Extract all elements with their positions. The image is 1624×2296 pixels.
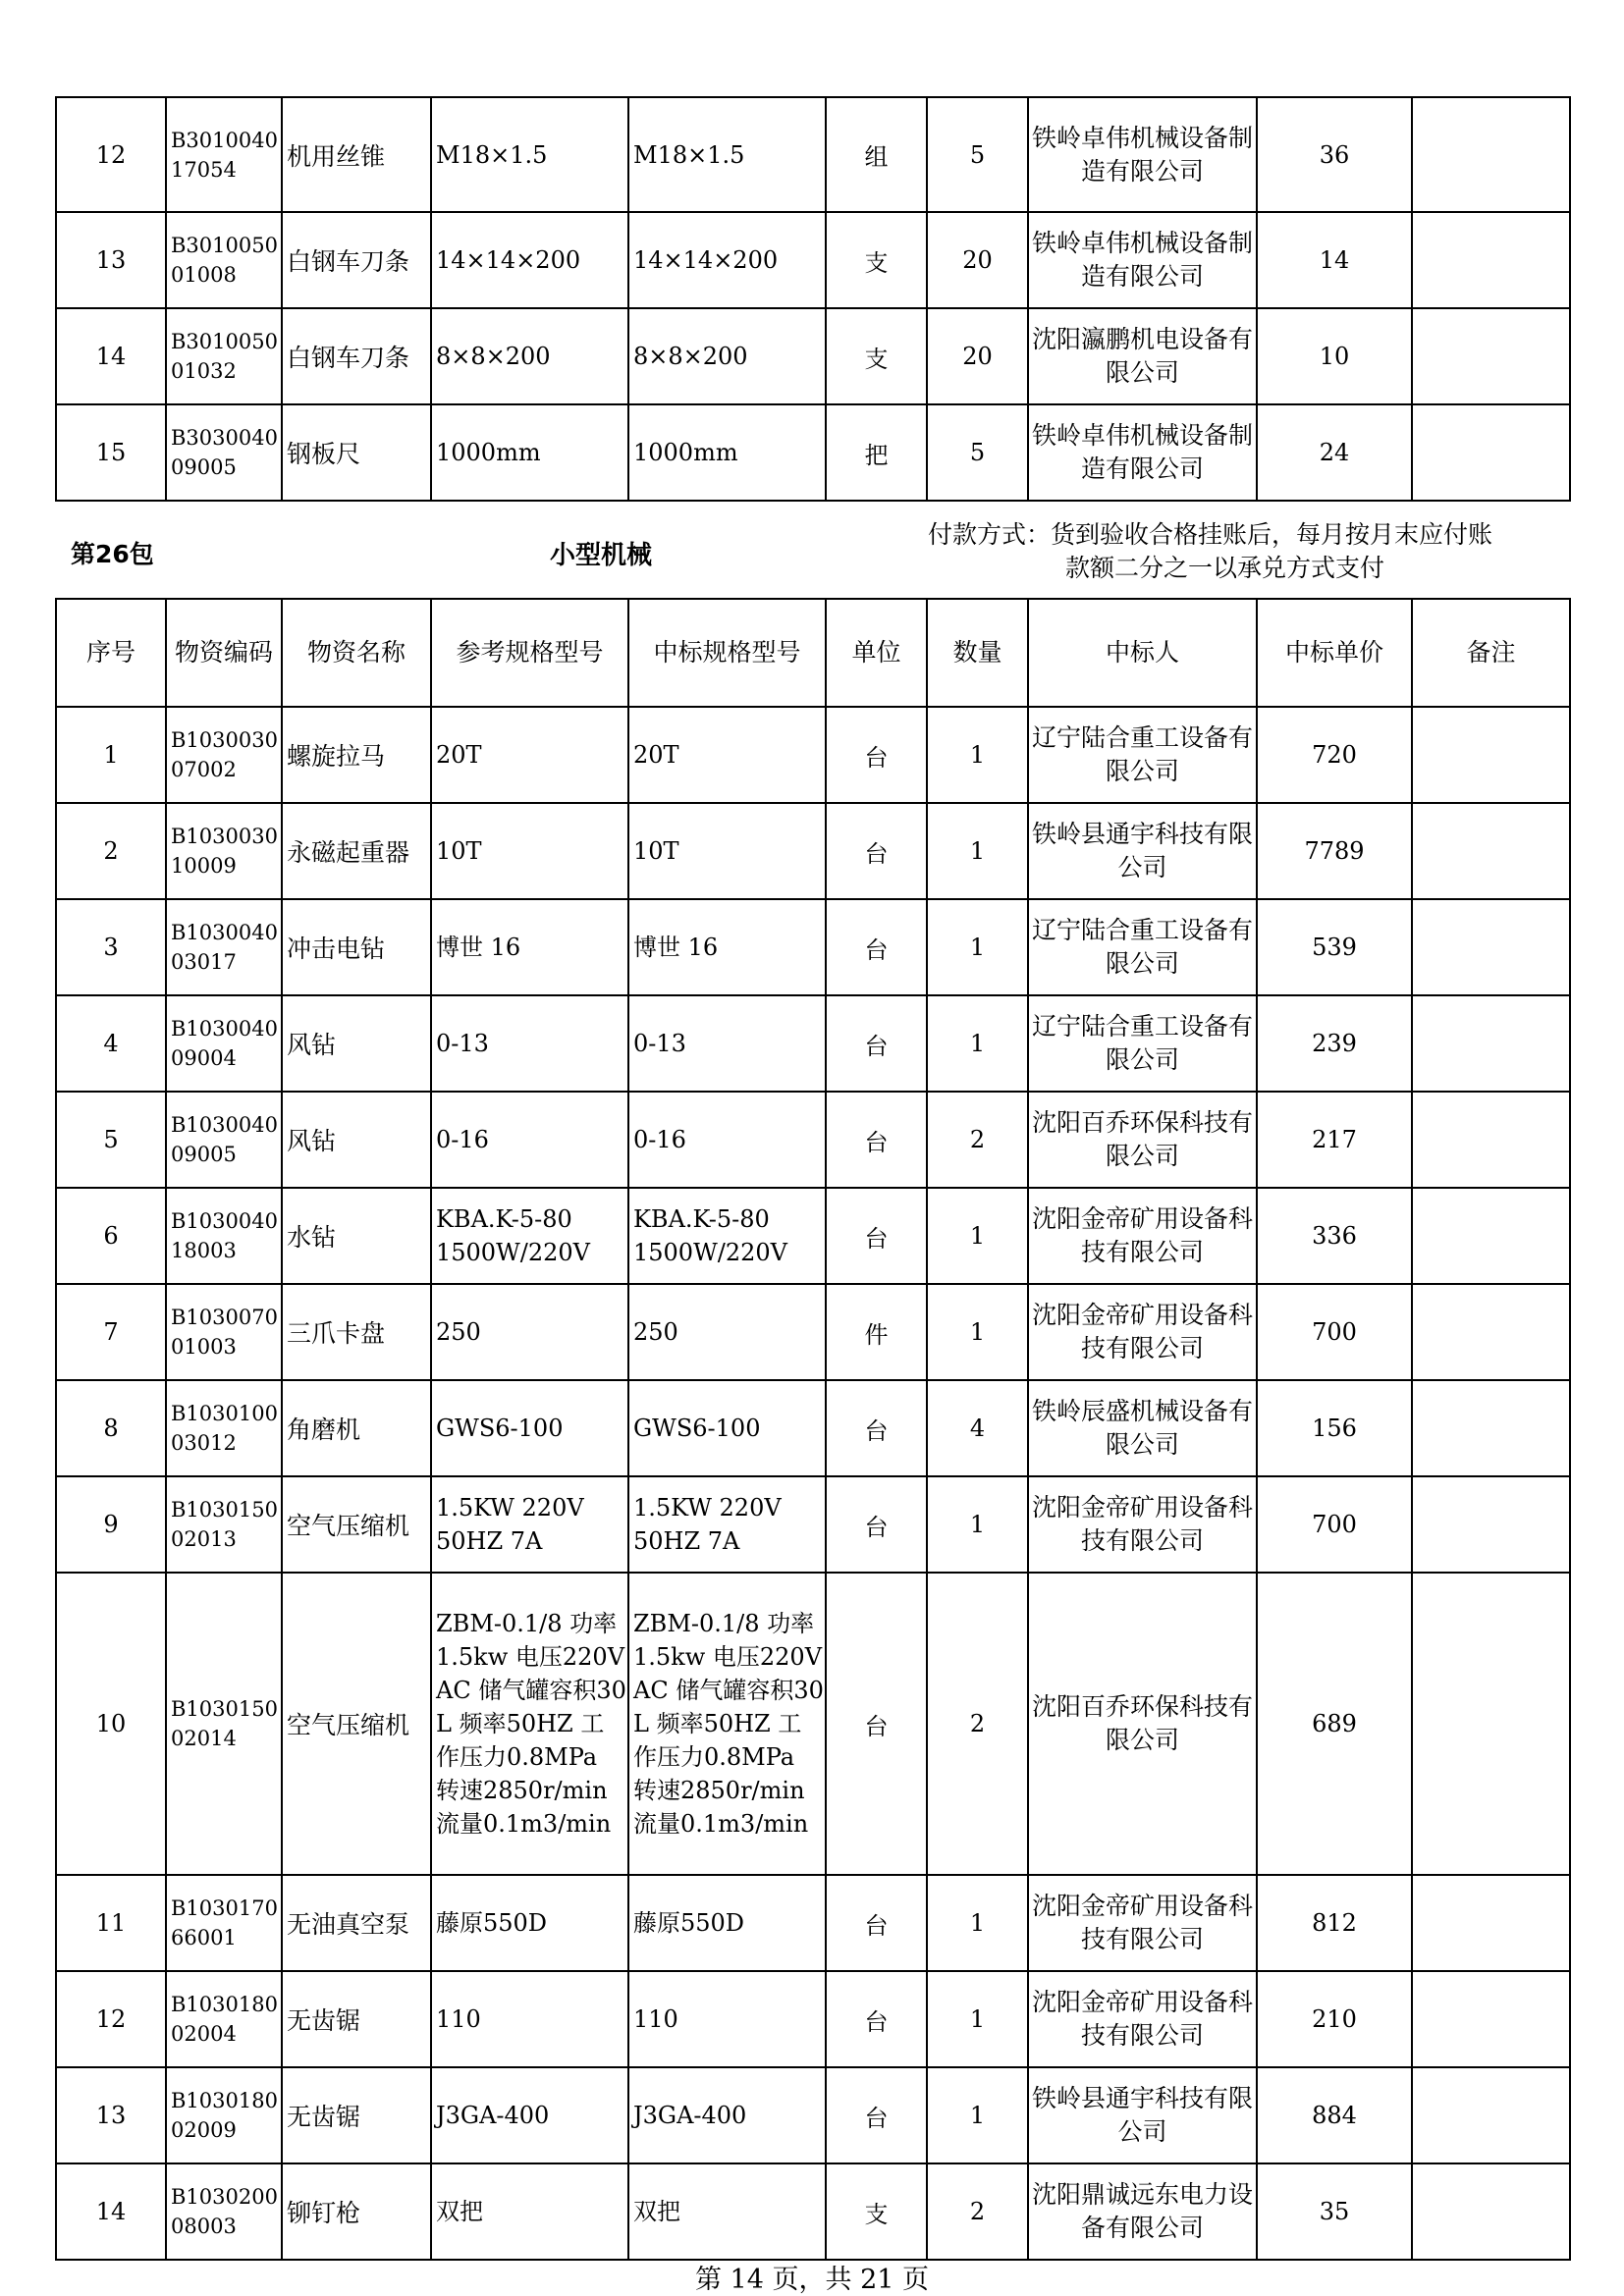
cell-win-spec: 1000mm bbox=[628, 404, 826, 501]
cell-unit: 组 bbox=[826, 97, 927, 212]
cell-vendor: 铁岭卓伟机械设备制造有限公司 bbox=[1028, 212, 1257, 308]
table-row bbox=[56, 97, 1570, 212]
cell-remark bbox=[1412, 308, 1570, 404]
cell-ref-spec: 博世 16 bbox=[431, 899, 628, 995]
cell-name: 无齿锯 bbox=[282, 2067, 431, 2163]
cell-code: B103003010009 bbox=[166, 803, 282, 899]
cell-unit: 支 bbox=[826, 2163, 927, 2260]
cell-price: 35 bbox=[1257, 2163, 1412, 2260]
cell-qty: 1 bbox=[927, 803, 1028, 899]
cell-win-spec: 8×8×200 bbox=[628, 308, 826, 404]
cell-ref-spec: ZBM-0.1/8 功率1.5kw 电压220VAC 储气罐容积30L 频率50HZ 工作压力0.8MPa 转速2850r/min 流量0.1m3/min bbox=[431, 1573, 628, 1875]
cell-qty: 1 bbox=[927, 1476, 1028, 1573]
cell-code: B103018002009 bbox=[166, 2067, 282, 2163]
cell-name: 钢板尺 bbox=[282, 404, 431, 501]
cell-unit: 台 bbox=[826, 899, 927, 995]
cell-unit: 台 bbox=[826, 2067, 927, 2163]
cell-qty: 1 bbox=[927, 899, 1028, 995]
cell-name: 三爪卡盘 bbox=[282, 1284, 431, 1380]
cell-win-spec: 1.5KW 220V 50HZ 7A bbox=[628, 1476, 826, 1573]
cell-qty: 1 bbox=[927, 1284, 1028, 1380]
cell-remark bbox=[1412, 1092, 1570, 1188]
cell-code: B103017066001 bbox=[166, 1875, 282, 1971]
cell-price: 156 bbox=[1257, 1380, 1412, 1476]
cell-unit: 台 bbox=[826, 1476, 927, 1573]
cell-qty: 1 bbox=[927, 1875, 1028, 1971]
cell-qty: 4 bbox=[927, 1380, 1028, 1476]
cell-win-spec: GWS6-100 bbox=[628, 1380, 826, 1476]
cell-win-spec: 20T bbox=[628, 707, 826, 803]
cell-remark bbox=[1412, 97, 1570, 212]
cell-vendor: 辽宁陆合重工设备有限公司 bbox=[1028, 899, 1257, 995]
cell-code: B103015002014 bbox=[166, 1573, 282, 1875]
cell-remark bbox=[1412, 2067, 1570, 2163]
table-row bbox=[56, 2067, 1570, 2163]
cell-remark bbox=[1412, 1188, 1570, 1284]
cell-seq: 14 bbox=[56, 2163, 166, 2260]
cell-price: 14 bbox=[1257, 212, 1412, 308]
cell-price: 539 bbox=[1257, 899, 1412, 995]
header-qty: 数量 bbox=[927, 599, 1028, 707]
table-row bbox=[56, 1476, 1570, 1573]
cell-ref-spec: 14×14×200 bbox=[431, 212, 628, 308]
cell-qty: 2 bbox=[927, 1092, 1028, 1188]
cell-seq: 13 bbox=[56, 212, 166, 308]
cell-ref-spec: 双把 bbox=[431, 2163, 628, 2260]
cell-qty: 2 bbox=[927, 1573, 1028, 1875]
cell-unit: 台 bbox=[826, 1875, 927, 1971]
table-row bbox=[56, 899, 1570, 995]
header-unit: 单位 bbox=[826, 599, 927, 707]
table-row bbox=[56, 1284, 1570, 1380]
cell-remark bbox=[1412, 2163, 1570, 2260]
cell-code: B303004009005 bbox=[166, 404, 282, 501]
cell-remark bbox=[1412, 1476, 1570, 1573]
table-row bbox=[56, 212, 1570, 308]
table-row bbox=[56, 1875, 1570, 1971]
cell-ref-spec: 0-16 bbox=[431, 1092, 628, 1188]
cell-seq: 5 bbox=[56, 1092, 166, 1188]
cell-code: B301004017054 bbox=[166, 97, 282, 212]
table-row bbox=[56, 308, 1570, 404]
header-code: 物资编码 bbox=[166, 599, 282, 707]
page-footer: 第 14 页，共 21 页 bbox=[694, 2265, 930, 2295]
cell-vendor: 辽宁陆合重工设备有限公司 bbox=[1028, 995, 1257, 1092]
payment-line-1: 付款方式：货到验收合格挂账后，每月按月末应付账 bbox=[928, 520, 1493, 549]
cell-ref-spec: 藤原550D bbox=[431, 1875, 628, 1971]
cell-price: 7789 bbox=[1257, 803, 1412, 899]
cell-ref-spec: 1000mm bbox=[431, 404, 628, 501]
cell-ref-spec: 8×8×200 bbox=[431, 308, 628, 404]
cell-price: 336 bbox=[1257, 1188, 1412, 1284]
payment-line-2: 款额二分之一以承兑方式支付 bbox=[1065, 554, 1385, 582]
cell-win-spec: ZBM-0.1/8 功率1.5kw 电压220VAC 储气罐容积30L 频率50HZ 工作压力0.8MPa 转速2850r/min 流量0.1m3/min bbox=[628, 1573, 826, 1875]
cell-price: 720 bbox=[1257, 707, 1412, 803]
table-row bbox=[56, 803, 1570, 899]
main-table bbox=[55, 598, 1571, 2261]
cell-win-spec: 0-16 bbox=[628, 1092, 826, 1188]
cell-qty: 1 bbox=[927, 707, 1028, 803]
cell-vendor: 沈阳百乔环保科技有限公司 bbox=[1028, 1573, 1257, 1875]
cell-unit: 台 bbox=[826, 803, 927, 899]
cell-price: 10 bbox=[1257, 308, 1412, 404]
cell-name: 螺旋拉马 bbox=[282, 707, 431, 803]
cell-code: B103004009005 bbox=[166, 1092, 282, 1188]
header-ref-spec: 参考规格型号 bbox=[431, 599, 628, 707]
cell-name: 风钻 bbox=[282, 1092, 431, 1188]
cell-vendor: 沈阳金帝矿用设备科技有限公司 bbox=[1028, 1476, 1257, 1573]
cell-unit: 台 bbox=[826, 1573, 927, 1875]
cell-ref-spec: M18×1.5 bbox=[431, 97, 628, 212]
cell-win-spec: 110 bbox=[628, 1971, 826, 2067]
cell-price: 36 bbox=[1257, 97, 1412, 212]
cell-remark bbox=[1412, 1284, 1570, 1380]
cell-name: 空气压缩机 bbox=[282, 1476, 431, 1573]
cell-code: B301005001008 bbox=[166, 212, 282, 308]
table-row bbox=[56, 1971, 1570, 2067]
cell-remark bbox=[1412, 1380, 1570, 1476]
cell-name: 白钢车刀条 bbox=[282, 212, 431, 308]
cell-vendor: 沈阳金帝矿用设备科技有限公司 bbox=[1028, 1284, 1257, 1380]
cell-code: B103004009004 bbox=[166, 995, 282, 1092]
cell-unit: 支 bbox=[826, 308, 927, 404]
table-row bbox=[56, 1573, 1570, 1875]
cell-ref-spec: 10T bbox=[431, 803, 628, 899]
cell-seq: 14 bbox=[56, 308, 166, 404]
header-win-spec: 中标规格型号 bbox=[628, 599, 826, 707]
cell-code: B103018002004 bbox=[166, 1971, 282, 2067]
header-price: 中标单价 bbox=[1257, 599, 1412, 707]
cell-seq: 12 bbox=[56, 1971, 166, 2067]
cell-price: 812 bbox=[1257, 1875, 1412, 1971]
cell-win-spec: 14×14×200 bbox=[628, 212, 826, 308]
cell-unit: 台 bbox=[826, 1971, 927, 2067]
top-table bbox=[55, 96, 1571, 502]
cell-price: 24 bbox=[1257, 404, 1412, 501]
cell-win-spec: 博世 16 bbox=[628, 899, 826, 995]
cell-seq: 2 bbox=[56, 803, 166, 899]
cell-code: B103004018003 bbox=[166, 1188, 282, 1284]
cell-name: 无齿锯 bbox=[282, 1971, 431, 2067]
cell-code: B103010003012 bbox=[166, 1380, 282, 1476]
table-row bbox=[56, 404, 1570, 501]
cell-vendor: 铁岭辰盛机械设备有限公司 bbox=[1028, 1380, 1257, 1476]
cell-name: 风钻 bbox=[282, 995, 431, 1092]
cell-ref-spec: 250 bbox=[431, 1284, 628, 1380]
cell-price: 239 bbox=[1257, 995, 1412, 1092]
cell-vendor: 沈阳金帝矿用设备科技有限公司 bbox=[1028, 1971, 1257, 2067]
cell-unit: 支 bbox=[826, 212, 927, 308]
cell-qty: 5 bbox=[927, 97, 1028, 212]
cell-name: 角磨机 bbox=[282, 1380, 431, 1476]
cell-price: 700 bbox=[1257, 1476, 1412, 1573]
cell-vendor: 沈阳金帝矿用设备科技有限公司 bbox=[1028, 1188, 1257, 1284]
cell-qty: 1 bbox=[927, 1188, 1028, 1284]
cell-unit: 把 bbox=[826, 404, 927, 501]
cell-code: B103003007002 bbox=[166, 707, 282, 803]
cell-name: 无油真空泵 bbox=[282, 1875, 431, 1971]
cell-code: B103020008003 bbox=[166, 2163, 282, 2260]
cell-remark bbox=[1412, 212, 1570, 308]
cell-price: 217 bbox=[1257, 1092, 1412, 1188]
cell-qty: 20 bbox=[927, 308, 1028, 404]
cell-code: B103007001003 bbox=[166, 1284, 282, 1380]
cell-qty: 1 bbox=[927, 995, 1028, 1092]
cell-ref-spec: GWS6-100 bbox=[431, 1380, 628, 1476]
cell-win-spec: 0-13 bbox=[628, 995, 826, 1092]
cell-unit: 台 bbox=[826, 1092, 927, 1188]
cell-seq: 9 bbox=[56, 1476, 166, 1573]
header-seq: 序号 bbox=[56, 599, 166, 707]
cell-ref-spec: 20T bbox=[431, 707, 628, 803]
cell-code: B103015002013 bbox=[166, 1476, 282, 1573]
cell-vendor: 沈阳百乔环保科技有限公司 bbox=[1028, 1092, 1257, 1188]
cell-code: B103004003017 bbox=[166, 899, 282, 995]
cell-win-spec: KBA.K-5-80 1500W/220V bbox=[628, 1188, 826, 1284]
cell-vendor: 沈阳金帝矿用设备科技有限公司 bbox=[1028, 1875, 1257, 1971]
cell-win-spec: M18×1.5 bbox=[628, 97, 826, 212]
cell-code: B301005001032 bbox=[166, 308, 282, 404]
cell-unit: 件 bbox=[826, 1284, 927, 1380]
cell-qty: 1 bbox=[927, 1971, 1028, 2067]
cell-qty: 20 bbox=[927, 212, 1028, 308]
cell-win-spec: 双把 bbox=[628, 2163, 826, 2260]
cell-seq: 10 bbox=[56, 1573, 166, 1875]
cell-qty: 2 bbox=[927, 2163, 1028, 2260]
cell-remark bbox=[1412, 1875, 1570, 1971]
table-row bbox=[56, 707, 1570, 803]
cell-ref-spec: 1.5KW 220V 50HZ 7A bbox=[431, 1476, 628, 1573]
cell-seq: 7 bbox=[56, 1284, 166, 1380]
payment-terms bbox=[928, 518, 1576, 585]
cell-vendor: 铁岭县通宇科技有限公司 bbox=[1028, 803, 1257, 899]
cell-ref-spec: KBA.K-5-80 1500W/220V bbox=[431, 1188, 628, 1284]
cell-name: 水钻 bbox=[282, 1188, 431, 1284]
table-header-row bbox=[56, 599, 1570, 707]
cell-name: 铆钉枪 bbox=[282, 2163, 431, 2260]
table-row bbox=[56, 1380, 1570, 1476]
cell-seq: 15 bbox=[56, 404, 166, 501]
cell-ref-spec: 0-13 bbox=[431, 995, 628, 1092]
cell-seq: 12 bbox=[56, 97, 166, 212]
cell-remark bbox=[1412, 1971, 1570, 2067]
table-row bbox=[56, 1092, 1570, 1188]
cell-remark bbox=[1412, 803, 1570, 899]
cell-vendor: 沈阳鼎诚远东电力设备有限公司 bbox=[1028, 2163, 1257, 2260]
cell-qty: 1 bbox=[927, 2067, 1028, 2163]
cell-ref-spec: J3GA-400 bbox=[431, 2067, 628, 2163]
cell-win-spec: 250 bbox=[628, 1284, 826, 1380]
cell-ref-spec: 110 bbox=[431, 1971, 628, 2067]
cell-seq: 4 bbox=[56, 995, 166, 1092]
cell-remark bbox=[1412, 899, 1570, 995]
cell-seq: 3 bbox=[56, 899, 166, 995]
header-remark: 备注 bbox=[1412, 599, 1570, 707]
cell-seq: 6 bbox=[56, 1188, 166, 1284]
cell-vendor: 辽宁陆合重工设备有限公司 bbox=[1028, 707, 1257, 803]
table-row bbox=[56, 2163, 1570, 2260]
cell-seq: 13 bbox=[56, 2067, 166, 2163]
cell-vendor: 铁岭卓伟机械设备制造有限公司 bbox=[1028, 97, 1257, 212]
cell-remark bbox=[1412, 1573, 1570, 1875]
cell-price: 700 bbox=[1257, 1284, 1412, 1380]
cell-unit: 台 bbox=[826, 707, 927, 803]
cell-name: 机用丝锥 bbox=[282, 97, 431, 212]
cell-unit: 台 bbox=[826, 1380, 927, 1476]
package-name: 小型机械 bbox=[550, 541, 653, 570]
cell-name: 白钢车刀条 bbox=[282, 308, 431, 404]
cell-win-spec: 藤原550D bbox=[628, 1875, 826, 1971]
cell-name: 空气压缩机 bbox=[282, 1573, 431, 1875]
cell-unit: 台 bbox=[826, 1188, 927, 1284]
cell-remark bbox=[1412, 707, 1570, 803]
cell-price: 884 bbox=[1257, 2067, 1412, 2163]
cell-price: 689 bbox=[1257, 1573, 1412, 1875]
cell-seq: 8 bbox=[56, 1380, 166, 1476]
cell-seq: 11 bbox=[56, 1875, 166, 1971]
package-label: 第26包 bbox=[71, 540, 154, 568]
cell-unit: 台 bbox=[826, 995, 927, 1092]
cell-vendor: 铁岭县通宇科技有限公司 bbox=[1028, 2067, 1257, 2163]
cell-name: 永磁起重器 bbox=[282, 803, 431, 899]
cell-qty: 5 bbox=[927, 404, 1028, 501]
cell-remark bbox=[1412, 995, 1570, 1092]
cell-win-spec: J3GA-400 bbox=[628, 2067, 826, 2163]
cell-seq: 1 bbox=[56, 707, 166, 803]
cell-price: 210 bbox=[1257, 1971, 1412, 2067]
header-vendor: 中标人 bbox=[1028, 599, 1257, 707]
table-row bbox=[56, 1188, 1570, 1284]
header-name: 物资名称 bbox=[282, 599, 431, 707]
cell-vendor: 铁岭卓伟机械设备制造有限公司 bbox=[1028, 404, 1257, 501]
cell-remark bbox=[1412, 404, 1570, 501]
cell-vendor: 沈阳瀛鹏机电设备有限公司 bbox=[1028, 308, 1257, 404]
cell-win-spec: 10T bbox=[628, 803, 826, 899]
table-row bbox=[56, 995, 1570, 1092]
cell-name: 冲击电钻 bbox=[282, 899, 431, 995]
